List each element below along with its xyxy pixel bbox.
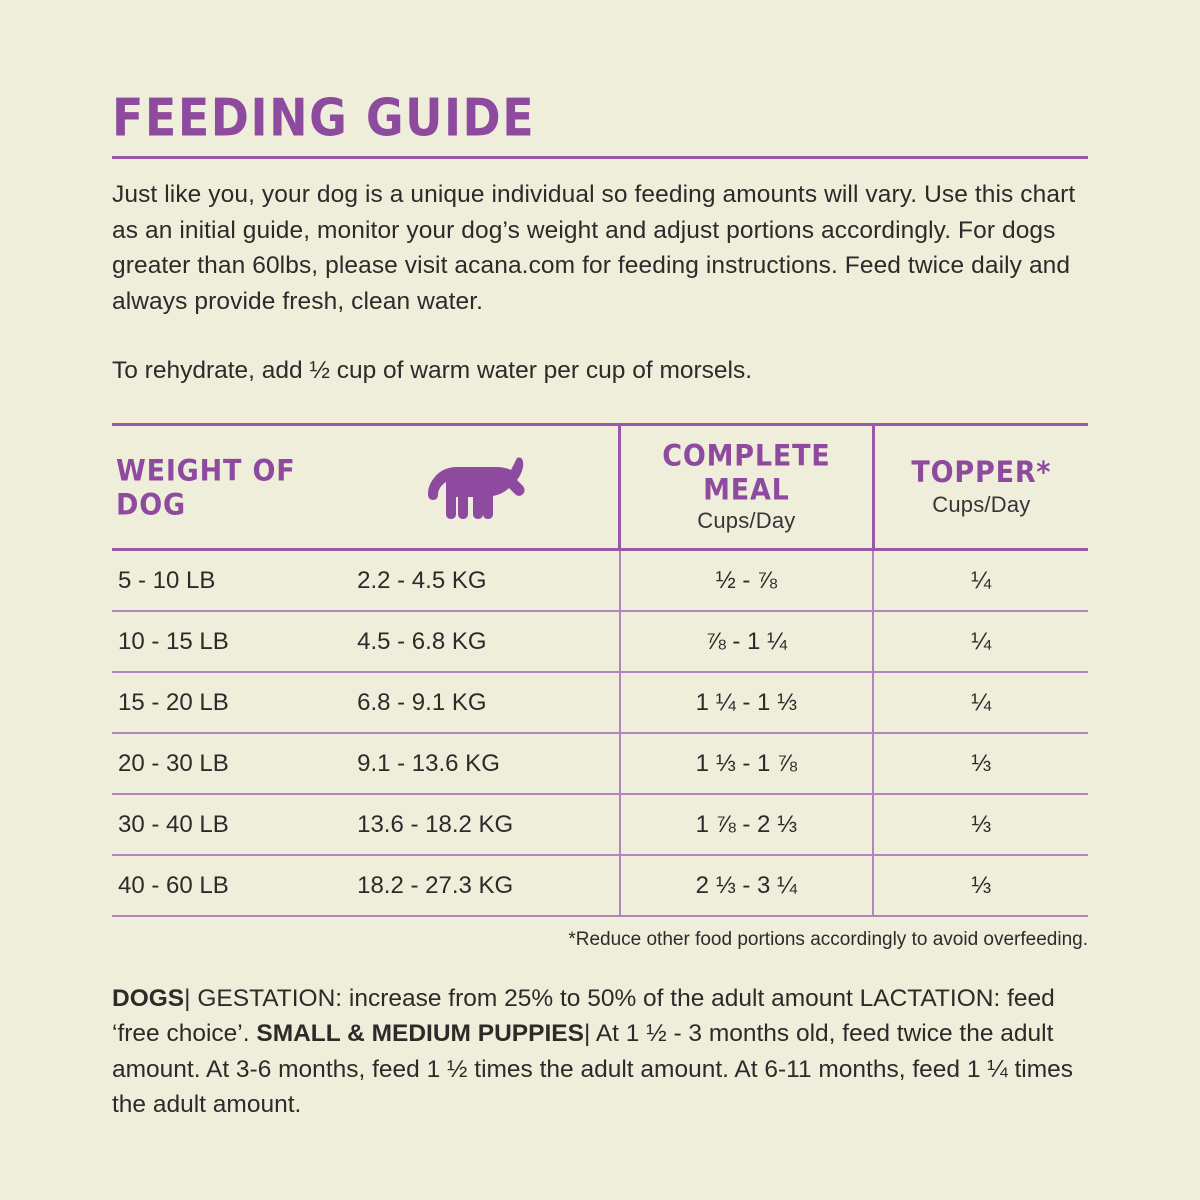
dog-silhouette-icon [425, 452, 545, 524]
notes-puppies-text: At 1 ½ - 3 months old, feed twice the adult amount. At 3-6 months, feed 1 ½ times the adult amount. At 6-11 months, feed 1 ¼ times the adult amount. [112, 1020, 1074, 1119]
table-header-row [112, 424, 1088, 549]
header-weight-of-dog [112, 424, 351, 549]
notes-dogs-separator: | [184, 984, 191, 1012]
title-divider [112, 156, 1088, 159]
table-row [112, 733, 1088, 794]
table-footnote: *Reduce other food portions accordingly to avoid overfeeding. [568, 928, 1088, 950]
cell-topper: ⅓ [873, 855, 1088, 916]
cell-weight-lb: 40 - 60 LB [112, 855, 351, 916]
table-body [112, 549, 1088, 916]
notes-dogs-label: DOGS [112, 984, 185, 1012]
cell-weight-kg: 2.2 - 4.5 KG [351, 549, 619, 611]
intro-paragraph: Just like you, your dog is a unique individual so feeding amounts will vary. Use this chart as an initial guide, monitor your dog’s weight and adjust portions accordingly. For dogs greater than 60lbs, please visit acana.com for feeding instructions. Feed twice daily and always provide fresh, clean water. [112, 181, 1076, 315]
table-row [112, 672, 1088, 733]
header-topper-sub: Cups/Day [932, 492, 1031, 518]
feeding-table [112, 423, 1088, 917]
table-row [112, 549, 1088, 611]
notes-puppies-label: SMALL & MEDIUM PUPPIES [256, 1020, 584, 1048]
cell-weight-lb: 30 - 40 LB [112, 794, 351, 855]
table-row [112, 855, 1088, 916]
cell-weight-lb: 5 - 10 LB [112, 549, 351, 611]
table-row [112, 794, 1088, 855]
cell-complete-meal: ⅞ - 1 ¼ [620, 611, 874, 672]
cell-topper: ¼ [873, 549, 1088, 611]
cell-complete-meal: ½ - ⅞ [620, 549, 874, 611]
cell-weight-kg: 9.1 - 13.6 KG [351, 733, 619, 794]
header-complete-meal [620, 424, 874, 549]
cell-complete-meal: 1 ¼ - 1 ⅓ [620, 672, 874, 733]
cell-topper: ⅓ [873, 794, 1088, 855]
cell-weight-kg: 18.2 - 27.3 KG [351, 855, 619, 916]
feeding-notes [112, 981, 1088, 1123]
header-topper-label: TOPPER* [911, 455, 1052, 490]
cell-topper: ¼ [873, 611, 1088, 672]
table-row [112, 611, 1088, 672]
cell-weight-kg: 4.5 - 6.8 KG [351, 611, 619, 672]
table-header [112, 424, 1088, 549]
notes-dogs-text: GESTATION: increase from 25% to 50% of the adult amount LACTATION: feed ‘free choice’. [112, 984, 1055, 1048]
cell-weight-lb: 10 - 15 LB [112, 611, 351, 672]
rehydrate-note: To rehydrate, add ½ cup of warm water per cup of morsels. [112, 357, 753, 385]
cell-weight-lb: 20 - 30 LB [112, 733, 351, 794]
cell-complete-meal: 1 ⅓ - 1 ⅞ [620, 733, 874, 794]
cell-complete-meal: 2 ⅓ - 3 ¼ [620, 855, 874, 916]
header-complete-meal-sub: Cups/Day [697, 507, 796, 533]
cell-complete-meal: 1 ⅞ - 2 ⅓ [620, 794, 874, 855]
dog-icon [351, 424, 619, 549]
header-complete-meal-label: COMPLETE MEAL [662, 438, 831, 507]
cell-weight-kg: 6.8 - 9.1 KG [351, 672, 619, 733]
notes-puppies-separator: | [583, 1020, 591, 1048]
header-weight-label: WEIGHT OF DOG [116, 453, 296, 522]
cell-weight-kg: 13.6 - 18.2 KG [351, 794, 619, 855]
cell-topper: ⅓ [873, 733, 1088, 794]
cell-topper: ¼ [873, 672, 1088, 733]
cell-weight-lb: 15 - 20 LB [112, 672, 351, 733]
header-topper [873, 424, 1088, 549]
page-title: FEEDING GUIDE [112, 87, 536, 148]
